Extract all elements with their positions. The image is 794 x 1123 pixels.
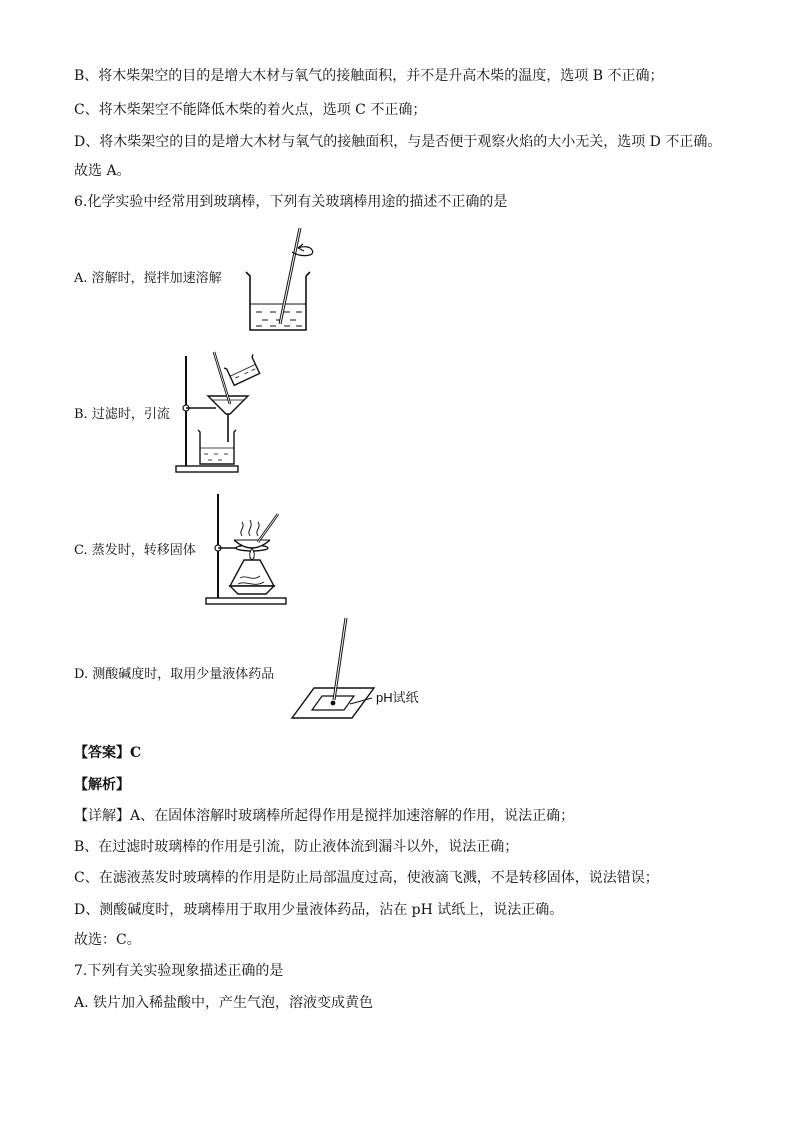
- ph-test-paper-figure: [290, 616, 380, 722]
- option-d-label: D. 测酸碱度时，取用少量液体药品: [74, 667, 275, 682]
- analysis-line-3: C、在滤液蒸发时玻璃棒的作用是防止局部温度过高，使液滴飞溅，不是转移固体，说法错误；: [74, 870, 659, 886]
- ph-paper-label: pH试纸: [376, 690, 419, 705]
- option-c-label: C. 蒸发时，转移固体: [74, 543, 196, 558]
- question-6-stem: 6.化学实验中经常用到玻璃棒，下列有关玻璃棒用途的描述不正确的是: [74, 194, 508, 210]
- question-6-conclusion: 故选：C。: [74, 932, 141, 948]
- question-7-stem: 7.下列有关实验现象描述正确的是: [74, 963, 284, 979]
- analysis-line-4: D、测酸碱度时，玻璃棒用于取用少量液体药品，沾在 pH 试纸上，说法正确。: [74, 902, 564, 918]
- explanation-line-b: B、将木柴架空的目的是增大木材与氧气的接触面积，并不是升高木柴的温度，选项 B 不正确；: [74, 68, 664, 84]
- analysis-line-1: 【详解】A、在固体溶解时玻璃棒所起得作用是搅拌加速溶解的作用，说法正确；: [74, 808, 575, 824]
- analysis-heading: 【解析】: [74, 777, 130, 793]
- evaporation-setup-figure: [204, 490, 290, 608]
- analysis-line-2: B、在过滤时玻璃棒的作用是引流，防止液体流到漏斗以外，说法正确；: [74, 839, 519, 855]
- dissolving-beaker-figure: [240, 224, 320, 336]
- question-7-option-a: A. 铁片加入稀盐酸中，产生气泡，溶液变成黄色: [74, 995, 374, 1011]
- answer-line: 【答案】C: [74, 745, 142, 761]
- option-b-label: B. 过滤时，引流: [74, 407, 170, 422]
- option-a-label: A. 溶解时，搅拌加速溶解: [74, 271, 222, 286]
- filtration-setup-figure: [172, 350, 272, 476]
- explanation-conclusion: 故选 A。: [74, 163, 131, 179]
- explanation-line-c: C、将木柴架空不能降低木柴的着火点，选项 C 不正确；: [74, 102, 427, 118]
- explanation-line-d: D、将木柴架空的目的是增大木材与氧气的接触面积，与是否便于观察火焰的大小无关，选项 D 不正确。: [74, 134, 722, 150]
